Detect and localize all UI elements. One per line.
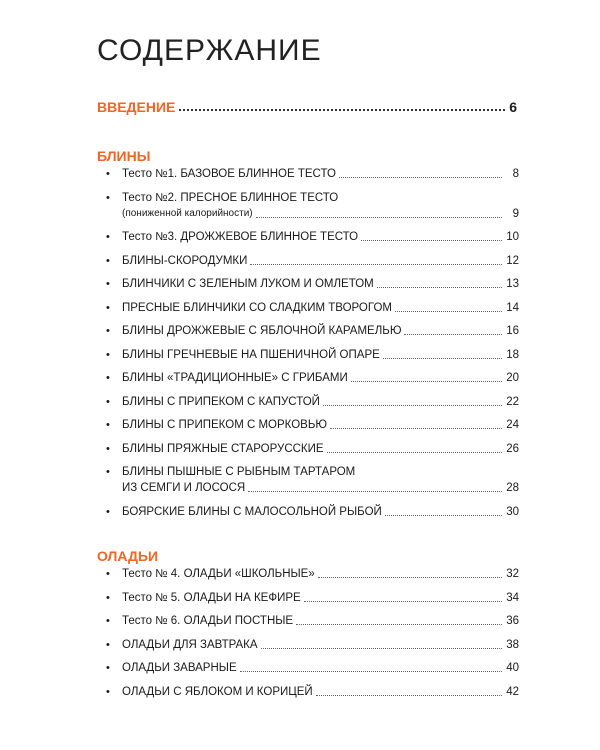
entry-title: БЛИНЫ С ПРИПЕКОМ С КАПУСТОЙ	[122, 395, 320, 408]
leader-dots	[361, 240, 502, 241]
entry-title-line1: Тесто №2. ПРЕСНОЕ БЛИННОЕ ТЕСТО	[122, 191, 339, 204]
section-title-bliny: БЛИНЫ	[97, 148, 151, 164]
bullet-icon: •	[106, 325, 110, 337]
entry-title: ОЛАДЬИ ДЛЯ ЗАВТРАКА	[122, 638, 258, 651]
bullet-icon: •	[106, 168, 110, 180]
bullet-icon: •	[106, 348, 110, 361]
entry-title: БЛИНЫ ГРЕЧНЕВЫЕ НА ПШЕНИЧНОЙ ОПАРЕ	[122, 348, 380, 361]
entry-title: БЛИНЫ С ПРИПЕКОМ С МОРКОВЬЮ	[122, 419, 328, 431]
intro-page: 6	[509, 99, 517, 115]
entry-title: Тесто № 6. ОЛАДЬИ ПОСТНЫЕ	[122, 615, 294, 627]
bullet-icon: •	[106, 662, 110, 674]
bullet-icon: •	[106, 685, 110, 698]
toc-entry[interactable]	[106, 660, 519, 676]
toc-entry-intro[interactable]	[97, 99, 517, 115]
entry-title: Тесто №1. БАЗОВОЕ БЛИННОЕ ТЕСТО	[122, 168, 336, 180]
bullet-icon: •	[106, 505, 110, 518]
bullet-icon: •	[106, 591, 110, 604]
entry-page-number: 34	[506, 591, 519, 604]
entry-title: БЛИНЧИКИ С ЗЕЛЕНЫМ ЛУКОМ И ОМЛЕТОМ	[122, 278, 374, 290]
toc-entry[interactable]	[106, 394, 519, 410]
entry-page-number: 16	[506, 325, 519, 337]
toc-entry[interactable]	[106, 347, 519, 363]
entry-page-number: 24	[506, 419, 519, 431]
toc-entry[interactable]	[106, 590, 519, 606]
intro-label: ВВЕДЕНИЕ	[97, 99, 176, 115]
entry-page-number: 20	[506, 372, 519, 384]
leader-dots	[248, 491, 502, 492]
entry-page-number: 40	[506, 662, 519, 674]
section-title-oladi: ОЛАДЬИ	[97, 548, 159, 564]
toc-entry[interactable]	[106, 276, 519, 292]
leader-dots	[377, 287, 502, 288]
leader-dots	[383, 358, 502, 359]
entry-title: Тесто №3. ДРОЖЖЕВОЕ БЛИННОЕ ТЕСТО	[122, 231, 359, 243]
entry-page-number: 42	[506, 685, 519, 698]
leader-dots	[316, 695, 502, 696]
toc-entry[interactable]	[106, 504, 519, 520]
bullet-icon: •	[106, 615, 110, 627]
toc-entry[interactable]	[106, 253, 519, 269]
entry-title: ИЗ СЕМГИ И ЛОСОСЯ	[122, 482, 246, 494]
toc-entry[interactable]	[106, 613, 519, 629]
bullet-icon: •	[106, 191, 110, 204]
bullet-icon: •	[106, 442, 110, 455]
entry-page-number: 14	[506, 301, 519, 314]
toc-entry[interactable]	[106, 370, 519, 386]
entry-title: БЛИНЫ «ТРАДИЦИОННЫЕ» С ГРИБАМИ	[122, 372, 348, 384]
entry-page-number: 36	[506, 615, 519, 627]
toc-entry[interactable]	[106, 417, 519, 433]
entry-title-line1: БЛИНЫ ПЫШНЫЕ С РЫБНЫМ ТАРТАРОМ	[122, 466, 356, 478]
entry-page-number: 22	[506, 395, 519, 408]
entry-page-number: 38	[506, 638, 519, 651]
entry-title: ОЛАДЬИ ЗАВАРНЫЕ	[122, 662, 237, 674]
bullet-icon: •	[106, 301, 110, 314]
toc-entry[interactable]	[106, 300, 519, 316]
entry-page-number: 18	[506, 348, 519, 361]
page-title: СОДЕРЖАНИЕ	[97, 34, 322, 67]
leader-dots	[339, 177, 502, 178]
bullet-icon: •	[106, 231, 110, 243]
bullet-icon: •	[106, 395, 110, 408]
entry-title: БОЯРСКИЕ БЛИНЫ С МАЛОСОЛЬНОЙ РЫБОЙ	[122, 505, 382, 518]
entry-page-number: 32	[506, 568, 519, 580]
entry-title: Тесто № 4. ОЛАДЬИ «ШКОЛЬНЫЕ»	[122, 568, 315, 580]
entry-title: БЛИНЫ ДРОЖЖЕВЫЕ С ЯБЛОЧНОЙ КАРАМЕЛЬЮ	[122, 325, 402, 337]
entry-page-number: 10	[506, 231, 519, 243]
entry-page-number: 28	[506, 482, 519, 494]
leader-dots	[179, 109, 505, 111]
toc-entry[interactable]	[106, 566, 519, 582]
leader-dots	[404, 334, 502, 335]
entry-page-number: 12	[506, 254, 519, 267]
entry-page-number: 26	[506, 442, 519, 455]
leader-dots	[304, 601, 502, 602]
toc-entry[interactable]	[106, 166, 519, 182]
bullet-icon: •	[106, 638, 110, 651]
entry-title: ПРЕСНЫЕ БЛИНЧИКИ СО СЛАДКИМ ТВОРОГОМ	[122, 301, 392, 314]
leader-dots	[395, 311, 502, 312]
bullet-icon: •	[106, 254, 110, 267]
entry-page-number: 8	[512, 168, 519, 180]
bullet-icon: •	[106, 419, 110, 431]
entry-page-number: 30	[506, 505, 519, 518]
leader-dots	[351, 381, 502, 382]
toc-entry[interactable]	[106, 229, 519, 245]
leader-dots	[240, 671, 502, 672]
bullet-icon: •	[106, 278, 110, 290]
toc-entry[interactable]	[106, 323, 519, 339]
leader-dots	[385, 515, 502, 516]
entry-title: (пониженной калорийности)	[122, 207, 253, 219]
leader-dots	[261, 648, 502, 649]
entry-page-number: 9	[512, 207, 519, 220]
toc-entry[interactable]	[106, 637, 519, 653]
leader-dots	[323, 405, 502, 406]
leader-dots	[318, 577, 502, 578]
bullet-icon: •	[106, 372, 110, 384]
entry-title: Тесто № 5. ОЛАДЬИ НА КЕФИРЕ	[122, 591, 301, 604]
entry-page-number: 13	[506, 278, 519, 290]
leader-dots	[330, 428, 502, 429]
toc-entry[interactable]	[106, 441, 519, 457]
entry-title: БЛИНЫ ПРЯЖНЫЕ СТАРОРУССКИЕ	[122, 442, 324, 455]
bullet-icon: •	[106, 568, 110, 580]
bullet-icon: •	[106, 466, 110, 478]
leader-dots	[327, 452, 502, 453]
toc-list-bliny	[106, 166, 519, 527]
leader-dots	[256, 217, 502, 218]
toc-list-oladi	[106, 566, 519, 707]
toc-entry[interactable]	[106, 190, 519, 222]
leader-dots	[296, 624, 502, 625]
toc-entry[interactable]	[106, 464, 519, 496]
entry-title: БЛИНЫ-СКОРОДУМКИ	[122, 254, 248, 267]
entry-title: ОЛАДЬИ С ЯБЛОКОМ И КОРИЦЕЙ	[122, 685, 313, 698]
leader-dots	[250, 264, 502, 265]
toc-entry[interactable]	[106, 684, 519, 700]
